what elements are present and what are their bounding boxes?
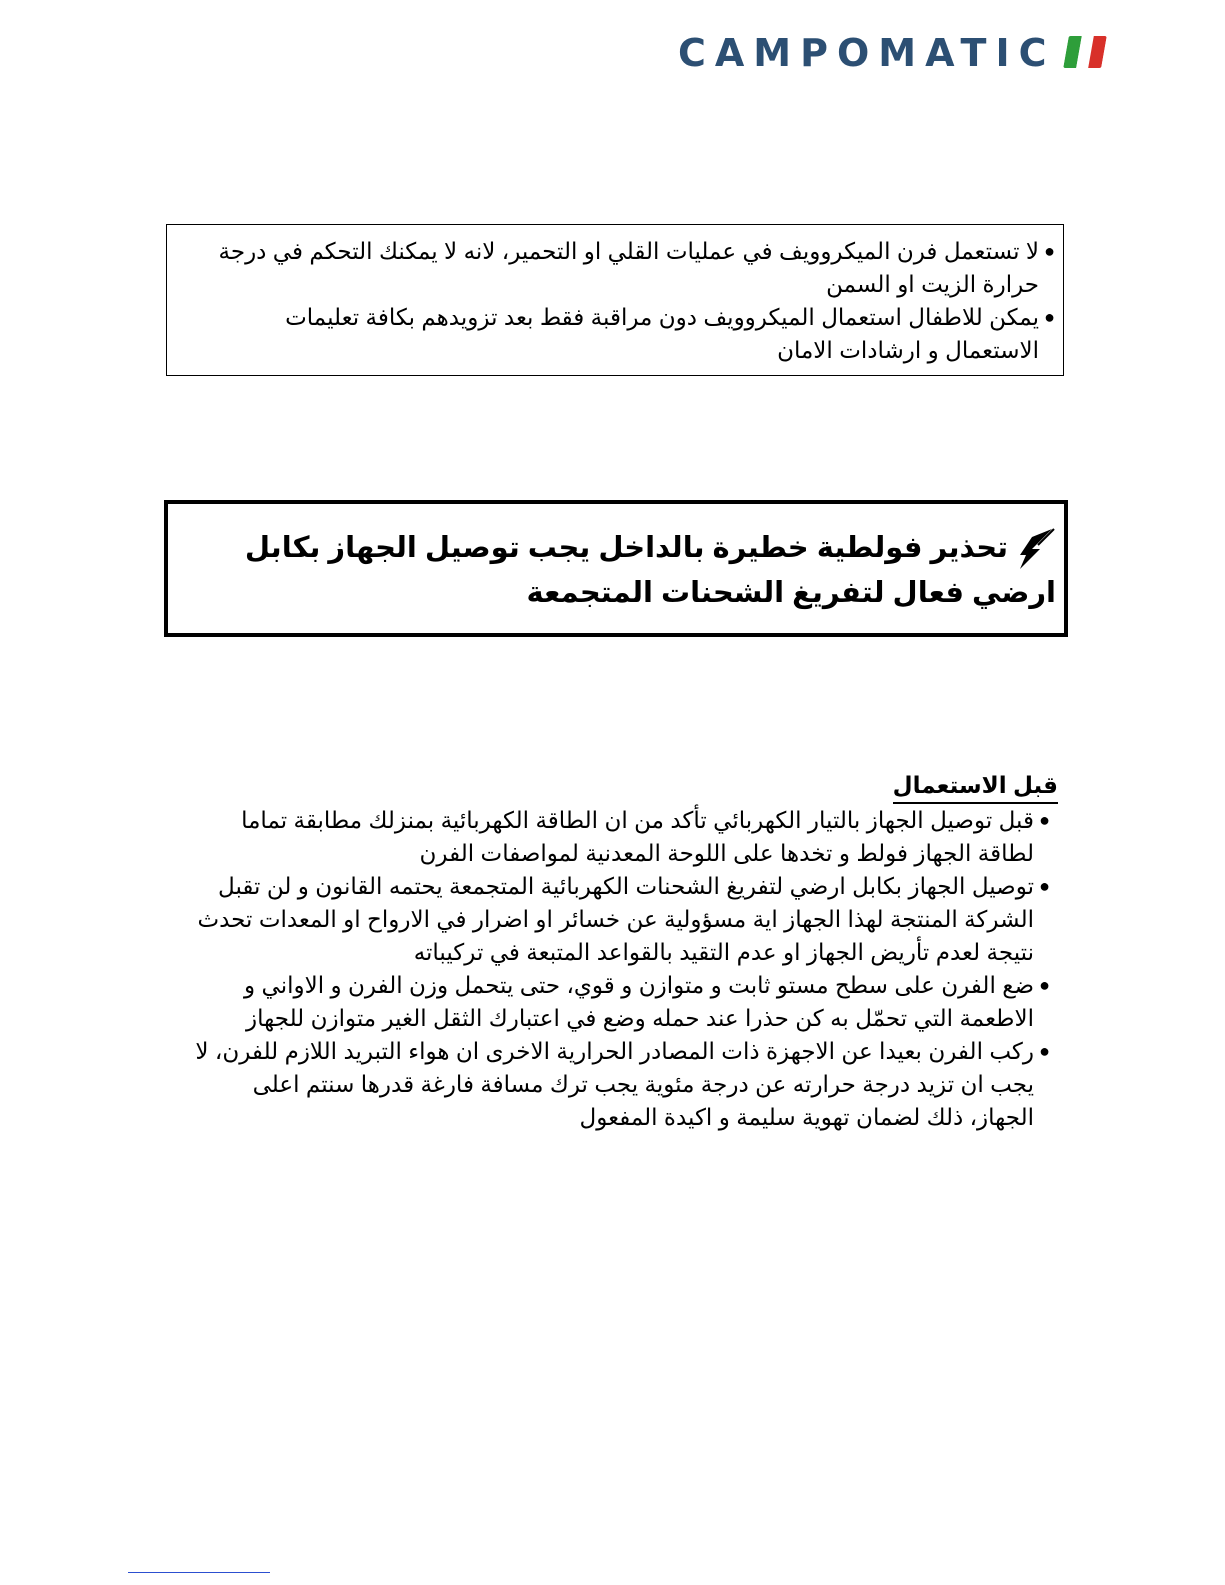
warning-text-block <box>178 526 1056 615</box>
list-item-text: قبل توصيل الجهاز بالتيار الكهربائي تأكد من ان الطاقة الكهربائية بمنزلك مطابقة تماما لطاقة الجهاز فولط و تخدها على اللوحة المعدنية لمواصفات الفرن <box>241 807 1034 866</box>
list-item <box>190 870 1050 969</box>
bullet-icon: ● <box>1039 876 1050 896</box>
list-item-text: ضع الفرن على سطح مستو ثابت و متوازن و قوي، حتى يتحمل وزن الفرن و الاواني و الاطعمة التي تحمّل به كن حذرا عند حمله وضع في اعتبارك الثقل الغير متوازن للجهاز <box>244 972 1034 1031</box>
list-item-text: يمكن للاطفال استعمال الميكروويف دون مراقبة فقط بعد تزويدهم بكافة تعليمات الاستعمال و ارشادات الامان <box>285 304 1039 363</box>
section-title: قبل الاستعمال <box>893 768 1058 804</box>
brand-logo <box>678 30 1106 76</box>
before-use-list <box>190 804 1058 1134</box>
italian-flag-icon <box>1063 36 1107 68</box>
voltage-warning-box <box>164 500 1068 637</box>
list-item-text: ركب الفرن بعيدا عن الاجهزة ذات المصادر الحرارية الاخرى ان هواء التبريد اللازم للفرن، لا يجب ان تزيد درجة حرارته عن درجة مئوية يجب ترك مسافة فارغة قدرها سنتم اعلى الجهاز، ذلك لضمان تهوية سليمة و اكيدة المفعول <box>195 1038 1034 1130</box>
bullet-icon: ● <box>1039 810 1050 830</box>
safety-notes-list <box>167 225 1063 367</box>
list-item <box>190 1035 1050 1134</box>
warning-text: تحذير فولطية خطيرة بالداخل يجب توصيل الجهاز بكابل ارضي فعال لتفريغ الشحنات المتجمعة <box>244 532 1056 610</box>
lightning-bolt-icon <box>1016 527 1056 571</box>
list-item <box>190 969 1050 1035</box>
bullet-icon: ● <box>1044 241 1055 261</box>
list-item-text: لا تستعمل فرن الميكروويف في عمليات القلي او التحمير، لانه لا يمكنك التحكم في درجة حرارة الزيت او السمن <box>218 238 1039 297</box>
list-item <box>187 301 1055 367</box>
before-use-section <box>190 768 1058 1134</box>
list-item-text: توصيل الجهاز بكابل ارضي لتفريغ الشحنات الكهربائية المتجمعة يحتمه القانون و لن تقبل الشركة المنتجة لهذا الجهاز اية مسؤولية عن خسائر او اضرار في الارواح او المعدات تحدث نتيجة لعدم تأريض الجهاز او عدم التقيد بالقواعد المتبعة في تركيباته <box>197 873 1034 965</box>
brand-name: CAMPOMATIC <box>678 31 1056 75</box>
list-item <box>190 804 1050 870</box>
bullet-icon: ● <box>1039 975 1050 995</box>
list-item <box>187 235 1055 301</box>
bullet-icon: ● <box>1039 1041 1050 1061</box>
safety-notes-box <box>166 224 1064 376</box>
footnote-divider <box>128 1572 270 1573</box>
bullet-icon: ● <box>1044 307 1055 327</box>
